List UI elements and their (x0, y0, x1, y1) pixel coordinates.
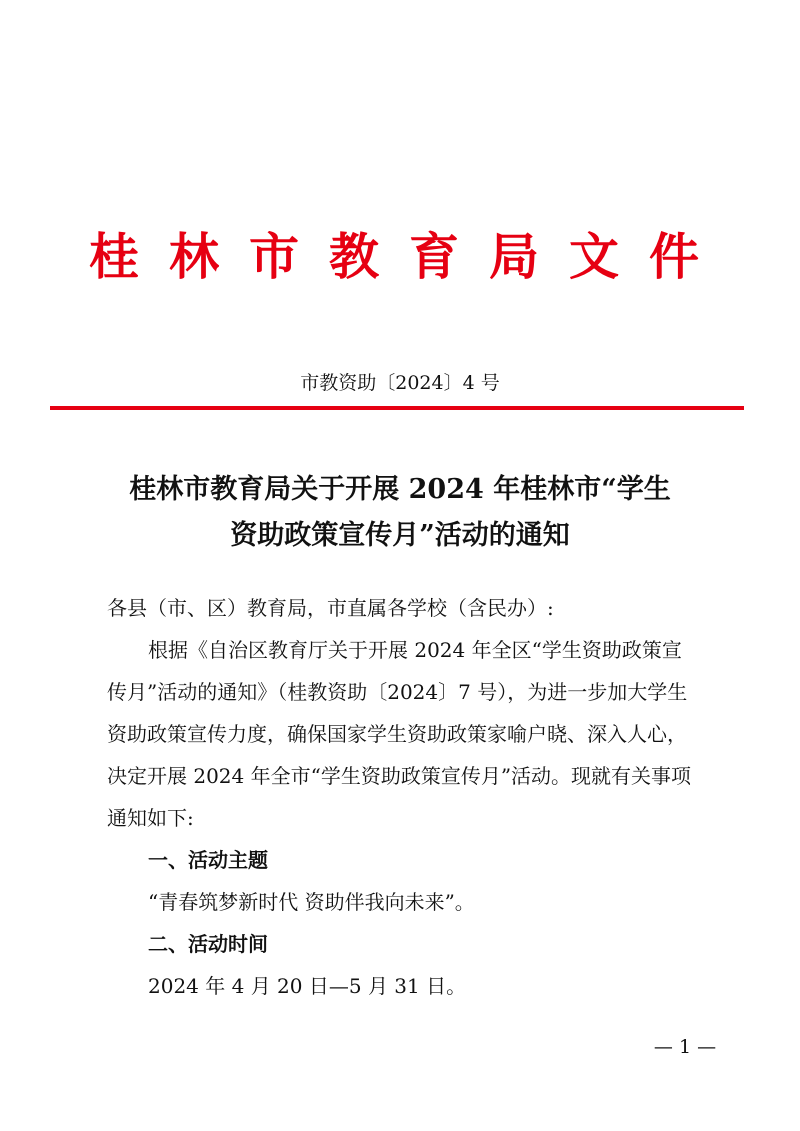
activity-time-text: 2024 年 4 月 20 日—5 月 31 日。 (148, 974, 467, 998)
page-number: — 1 — (653, 1036, 717, 1058)
salutation: 各县（市、区）教育局，市直属各学校（含民办）: (107, 596, 554, 620)
issuing-authority-header: 桂林市教育局文件 (89, 227, 729, 286)
paragraph-line: 资助政策宣传力度，确保国家学生资助政策家喻户晓、深入人心， (107, 722, 687, 746)
section-heading-time: 二、活动时间 (148, 932, 268, 956)
paragraph-line: 通知如下: (107, 806, 194, 830)
paragraph-line: 决定开展 2024 年全市“学生资助政策宣传月”活动。现就有关事项 (107, 764, 692, 788)
notice-title (60, 467, 740, 559)
document-number: 市教资助〔2024〕4 号 (300, 372, 500, 394)
section-heading-theme: 一、活动主题 (148, 848, 268, 872)
paragraph-line: 根据《自治区教育厅关于开展 2024 年全区“学生资助政策宣 (148, 638, 682, 662)
notice-title-line-1: 桂林市教育局关于开展 2024 年桂林市“学生 (129, 474, 671, 505)
notice-title-line-2: 资助政策宣传月”活动的通知 (230, 520, 570, 551)
red-divider-line (50, 406, 744, 410)
activity-theme-text: “青春筑梦新时代 资助伴我向未来”。 (148, 890, 475, 914)
paragraph-line: 传月”活动的通知》（桂教资助〔2024〕7 号），为进一步加大学生 (107, 680, 688, 704)
